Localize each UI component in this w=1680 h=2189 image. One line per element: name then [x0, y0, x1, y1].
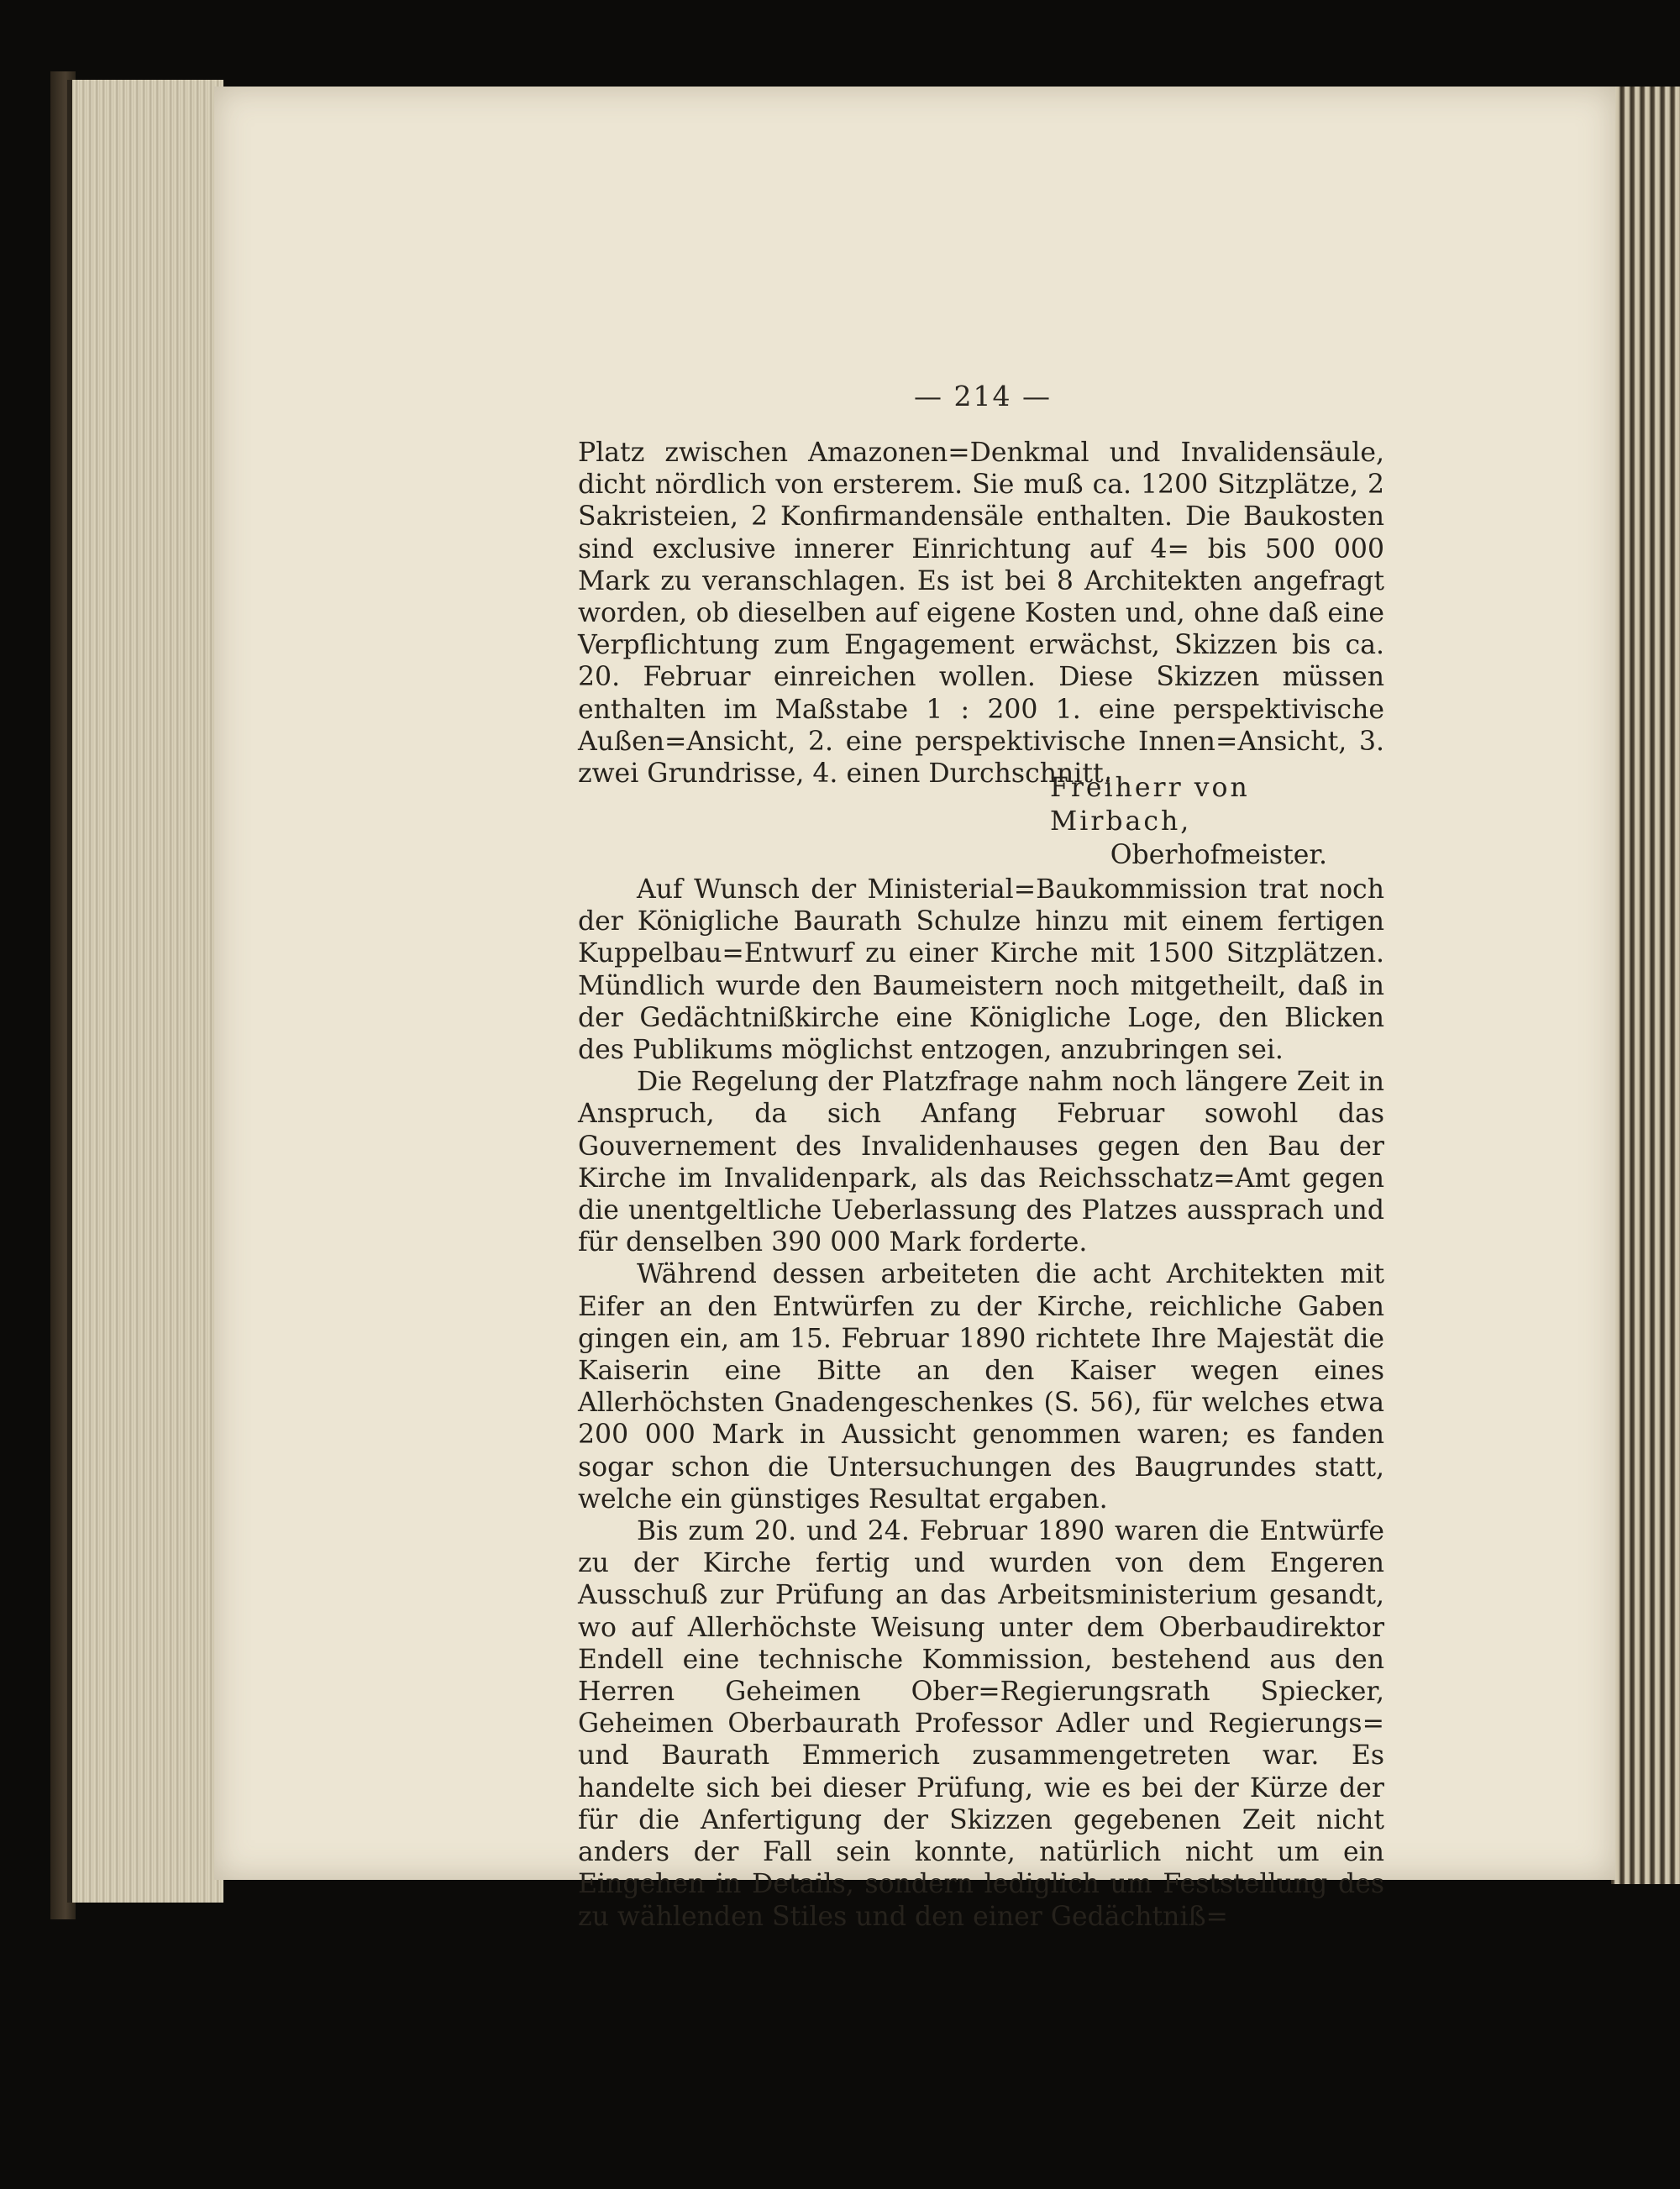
letter-paragraph: Platz zwischen Amazonen=Denkmal und Invalidensäule, dicht nördlich von ersterem. Sie muß ca. 1200 Sitzplätze, 2 Sakristeien, 2 Konfirmandensäle enthalten. Die Baukosten sind exclusive innerer Einrichtung auf 4= bis 500 000 Mark zu veranschlagen. Es ist bei 8 Architekten angefragt worden, ob dieselben auf eigene Kosten und, ohne daß eine Verpflichtung zum Engagement erwächst, Skizzen bis ca. 20. Februar einreichen wollen. Diese Skizzen müssen enthalten im Maßstabe 1 : 200 1. eine perspektivische Außen=Ansicht, 2. eine perspektivische Innen=Ansicht, 3. zwei Grundrisse, 4. einen Durchschnitt.: [578, 438, 1384, 790]
signature-block: [1050, 771, 1352, 872]
page-stack-left: [67, 80, 223, 1903]
body-paragraph-4: Bis zum 20. und 24. Februar 1890 waren die Entwürfe zu der Kirche fertig und wurden von dem Engeren Ausschuß zur Prüfung an das Arbeitsministerium gesandt, wo auf Allerhöchste Weisung unter dem Oberbaudirektor Endell eine technische Kommission, bestehend aus den Herren Geheimen Ober=Regierungsrath Spiecker, Geheimen Oberbaurath Professor Adler und Regierungs= und Baurath Emmerich zusammengetreten war. Es handelte sich bei dieser Prüfung, wie es bei der Kürze der für die Anfertigung der Skizzen gegebenen Zeit nicht anders der Fall sein konnte, natürlich nicht um ein Eingehen in Details, sondern lediglich um Feststellung des zu wählenden Stiles und den einer Gedächtniß=: [578, 1516, 1384, 1932]
body-paragraph-3: Während dessen arbeiteten die acht Architekten mit Eifer an den Entwürfen zu der Kirche, reichliche Gaben gingen ein, am 15. Februar 1890 richtete Ihre Majestät die Kaiserin eine Bitte an den Kaiser wegen eines Allerhöchsten Gnadengeschenkes (S. 56), für welches etwa 200 000 Mark in Aussicht genommen waren; es fanden sogar schon die Untersuchungen des Baugrundes statt, welche ein günstiges Resultat ergaben.: [578, 1259, 1384, 1514]
signature-name: Freiherr von Mirbach,: [1050, 773, 1250, 837]
page-stack-right: [1611, 87, 1680, 1884]
body-paragraph-1: Auf Wunsch der Ministerial=Baukommission trat noch der Königliche Baurath Schulze hinzu mit einem fertigen Kuppelbau=Entwurf zu einer Kirche mit 1500 Sitzplätzen. Mündlich wurde den Baumeistern noch mitgetheilt, daß in der Gedächtnißkirche eine Königliche Loge, den Blicken des Publikums möglichst entzogen, anzubringen sei.: [578, 874, 1384, 1066]
body-paragraph-2: Die Regelung der Platzfrage nahm noch längere Zeit in Anspruch, da sich Anfang Februar sowohl das Gouvernement des Invalidenhauses gegen den Bau der Kirche im Invalidenpark, als das Reichsschatz=Amt gegen die unentgeltliche Ueberlassung des Platzes aussprach und für denselben 390 000 Mark forderte.: [578, 1067, 1384, 1258]
body-text: [578, 874, 1384, 1933]
signature-title: Oberhofmeister.: [1110, 840, 1327, 870]
page-number: — 214 —: [914, 380, 1052, 412]
letter-text: [578, 437, 1384, 790]
